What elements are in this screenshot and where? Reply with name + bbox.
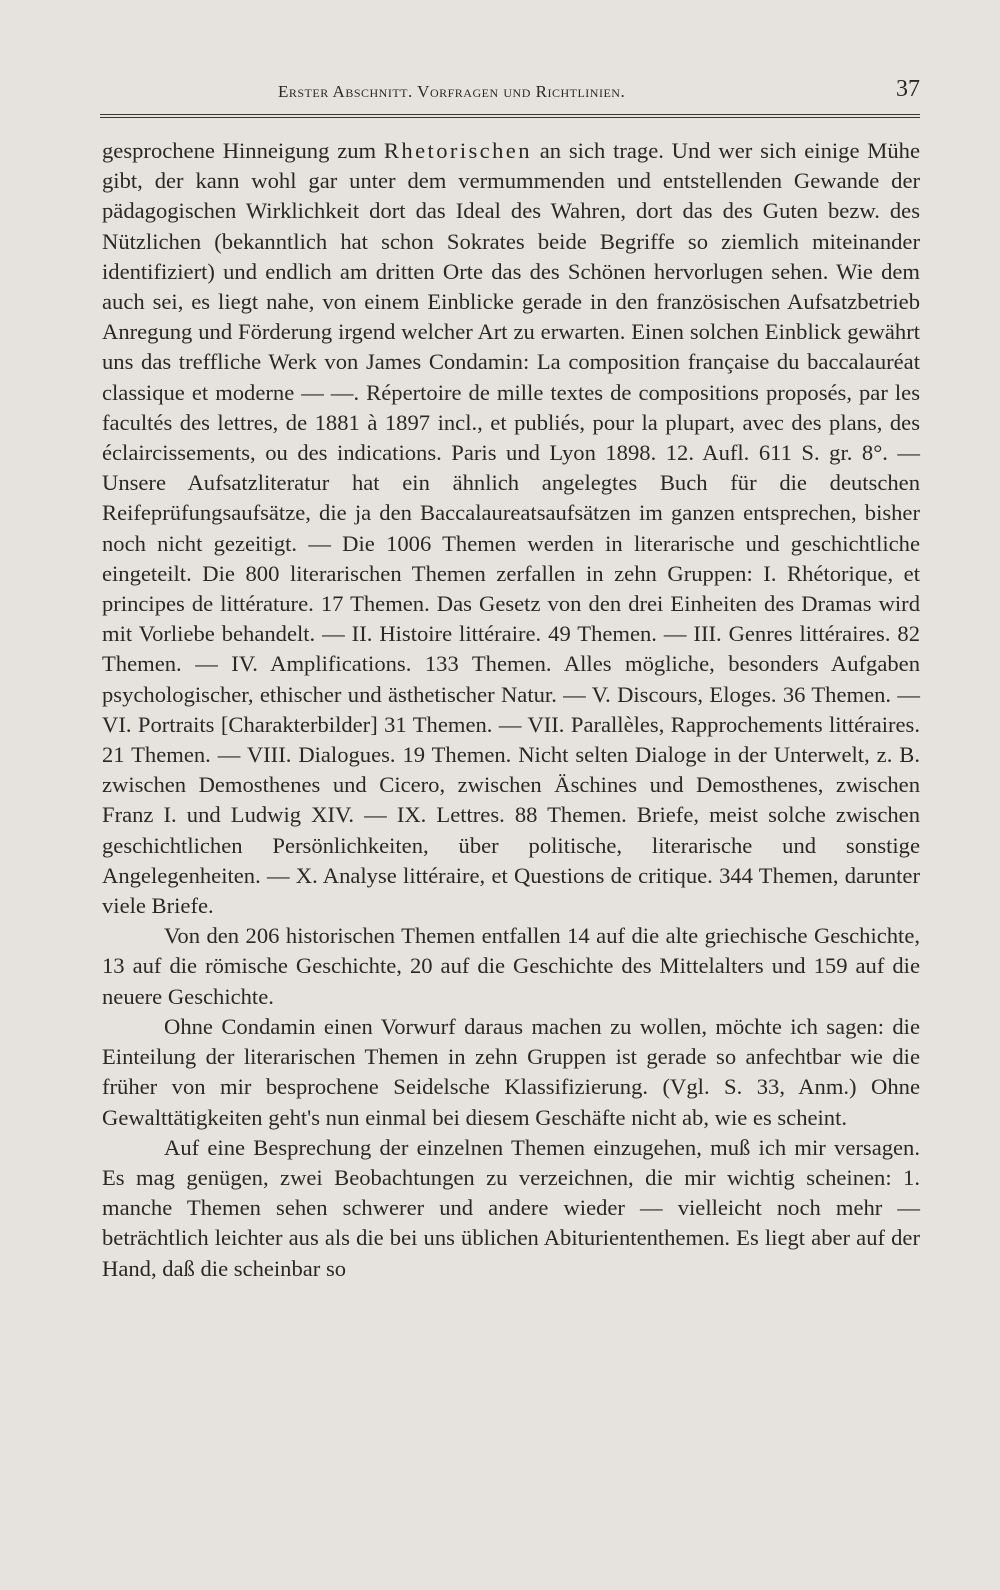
paragraph-1: [102, 136, 920, 921]
page-header: [100, 76, 920, 108]
paragraph-1-start: gesprochene Hinneigung zum: [102, 138, 384, 163]
header-rule: [100, 114, 920, 118]
paragraph-1-rest: an sich trage. Und wer sich einige Mühe gibt, der kann wohl gar unter dem vermummenden und entstellenden Gewande der pädagogischen Wirklichkeit dort das Ideal des Wahren, dort das des Guten bezw. des Nützlichen (bekanntlich hat schon Sokrates beide Begriffe so ziemlich miteinander identifiziert) und endlich am dritten Orte das des Schönen hervorlugen sehen. Wie dem auch sei, es liegt nahe, von einem Einblicke gerade in den französischen Aufsatzbetrieb Anregung und Förderung irgend welcher Art zu erwarten. Einen solchen Einblick gewährt uns das treffliche Werk von James Condamin: La composition française du baccalauréat classique et moderne — —. Répertoire de mille textes de compositions proposés, par les facultés des lettres, de 1881 à 1897 incl., et publiés, pour la plupart, avec des plans, des éclaircissements, ou des indications. Paris und Lyon 1898. 12. Aufl. 611 S. gr. 8°. — Unsere Aufsatzliteratur hat ein ähnlich angelegtes Buch für die deutschen Reifeprüfungsaufsätze, die ja den Baccalaureatsaufsätzen im ganzen entsprechen, bisher noch nicht gezeitigt. — Die 1006 Themen werden in literarische und geschichtliche eingeteilt. Die 800 literarischen Themen zerfallen in zehn Gruppen: I. Rhétorique, et principes de littérature. 17 Themen. Das Gesetz von den drei Einheiten des Dramas wird mit Vorliebe behandelt. — II. Histoire littéraire. 49 Themen. — III. Genres littéraires. 82 Themen. — IV. Amplifications. 133 Themen. Alles mögliche, besonders Aufgaben psychologischer, ethischer und ästhetischer Natur. — V. Discours, Eloges. 36 Themen. — VI. Portraits [Charakterbilder] 31 Themen. — VII. Parallèles, Rapprochements littéraires. 21 Themen. — VIII. Dialogues. 19 Themen. Nicht selten Dialoge in der Unterwelt, z. B. zwischen Demosthenes und Cicero, zwischen Äschines und Demosthenes, zwischen Franz I. und Ludwig XIV. — IX. Lettres. 88 Themen. Briefe, meist solche zwischen geschichtlichen Persönlichkeiten, über politische, literarische und sonstige Angelegenheiten. — X. Analyse littéraire, et Questions de critique. 344 Themen, darunter viele Briefe.: [102, 138, 920, 919]
spaced-word: Rhetorischen: [383, 138, 532, 163]
paragraph-3: Ohne Condamin einen Vorwurf daraus machen zu wollen, möchte ich sagen: die Einteilung der literarischen Themen in zehn Gruppen ist gerade so anfechtbar wie die früher von mir besprochene Seidelsche Klassifizierung. (Vgl. S. 33, Anm.) Ohne Gewalttätigkeiten geht's nun einmal bei diesem Geschäfte nicht ab, wie es scheint.: [102, 1013, 920, 1130]
running-head: Erster Abschnitt. Vorfragen und Richtlinien.: [278, 82, 626, 101]
paragraph-4: Auf eine Besprechung der einzelnen Themen einzugehen, muß ich mir versagen. Es mag genügen, zwei Beobachtungen zu verzeichnen, die mir wichtig scheinen: 1. manche Themen sehen schwerer und andere wieder — vielleicht noch mehr — beträchtlich leichter aus als die bei uns üblichen Abituriententhemen. Es liegt aber auf der Hand, daß die scheinbar so: [102, 1134, 920, 1281]
body-text: [102, 136, 920, 1284]
paragraph-2: Von den 206 historischen Themen entfallen 14 auf die alte griechische Geschichte, 13 auf die römische Geschichte, 20 auf die Geschichte des Mittelalters und 159 auf die neuere Geschichte.: [102, 923, 920, 1009]
page-number: 37: [896, 76, 920, 102]
